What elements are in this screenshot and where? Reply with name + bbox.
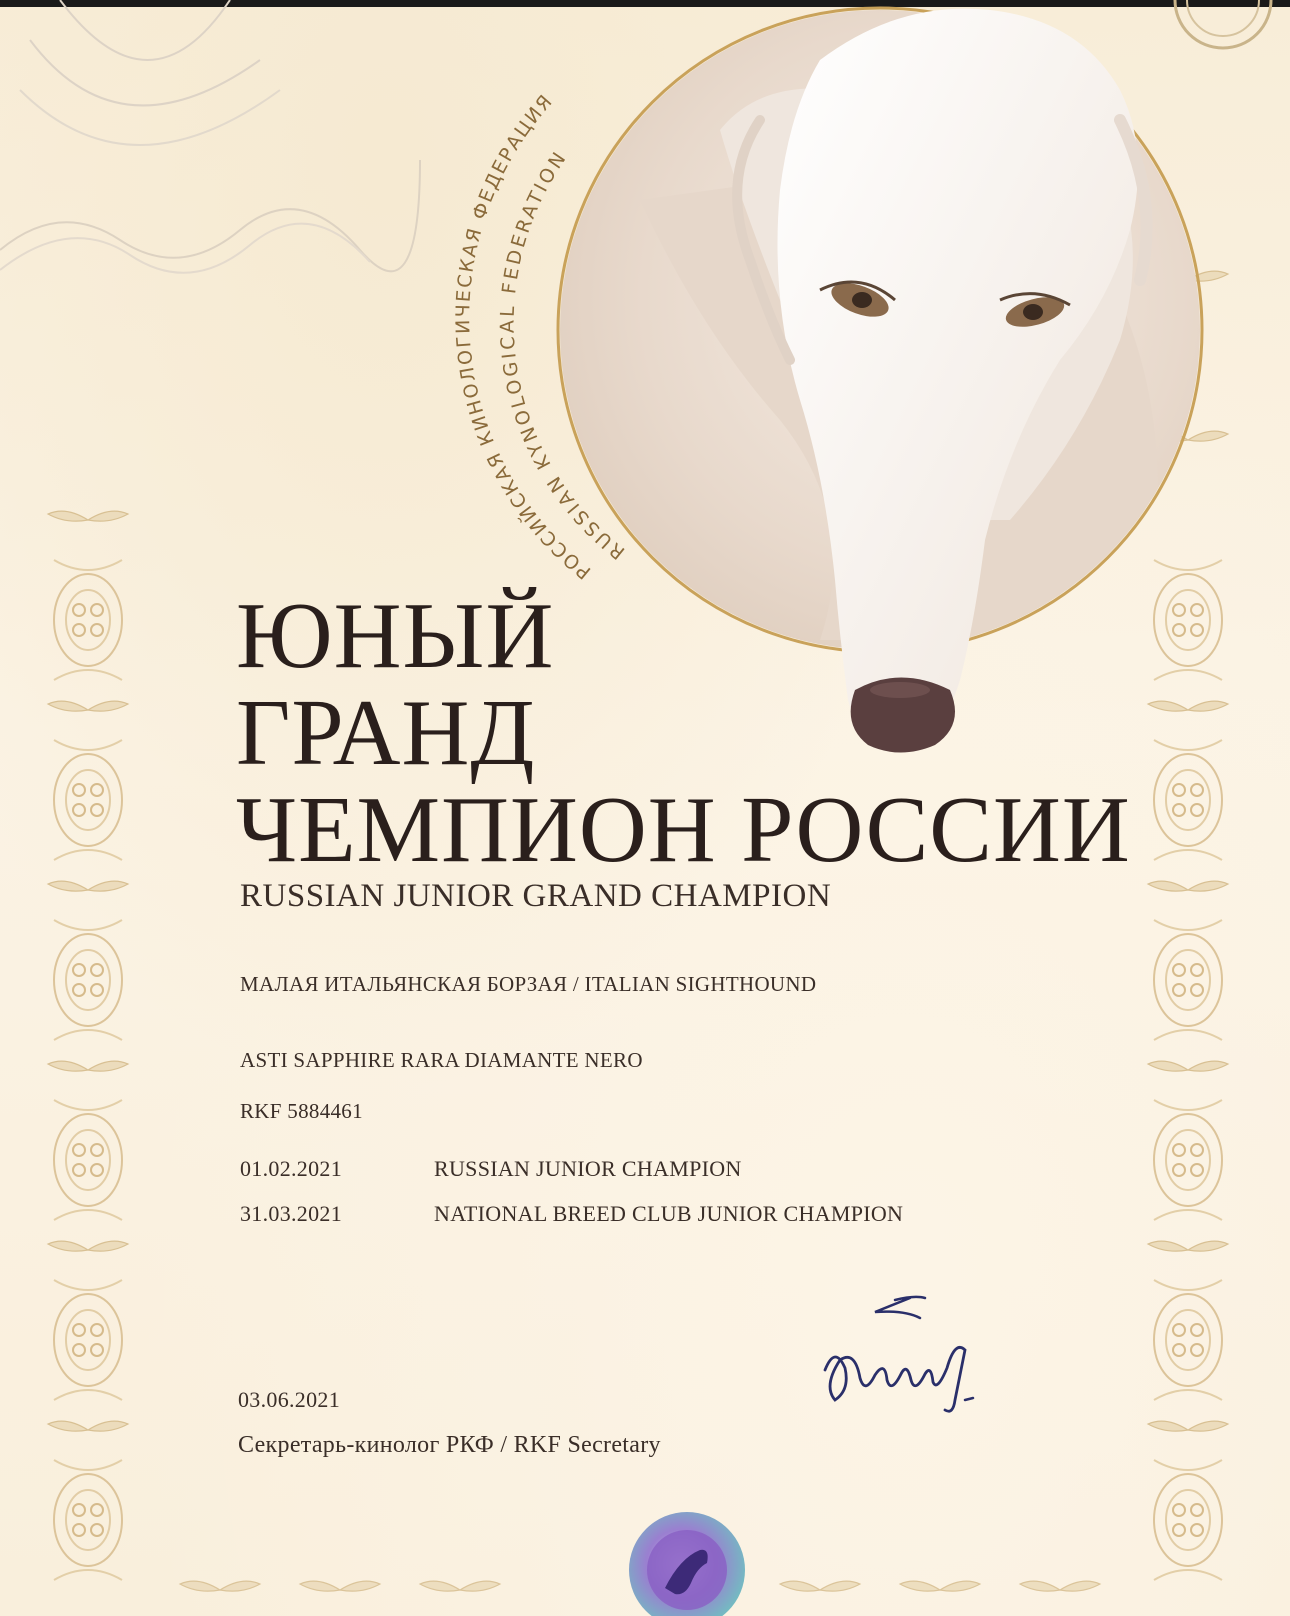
corner-seal	[1148, 0, 1290, 50]
title-name: NATIONAL BREED CLUB JUNIOR CHAMPION	[434, 1201, 904, 1226]
breed-name: МАЛАЯ ИТАЛЬЯНСКАЯ БОРЗАЯ / ITALIAN SIGHTHOUND	[240, 972, 817, 996]
certificate-subtitle: RUSSIAN JUNIOR GRAND CHAMPION	[240, 878, 832, 914]
title-date: 01.02.2021	[240, 1156, 342, 1181]
issue-date: 03.06.2021	[238, 1387, 340, 1412]
org-ring-en: RUSSIAN KYNOLOGICAL FEDERATION	[496, 146, 630, 564]
signatory-title: Секретарь-кинолог РКФ / RKF Secretary	[238, 1432, 661, 1458]
title-line-2: ГРАНД	[236, 681, 536, 785]
title-line-1: ЮНЫЙ	[236, 584, 555, 688]
title-line-3: ЧЕМПИОН РОССИИ	[236, 778, 1131, 882]
dog-name: ASTI SAPPHIRE RARA DIAMANTE NERO	[240, 1048, 643, 1072]
hologram-sticker	[625, 1508, 749, 1616]
handwritten-signature	[815, 1290, 995, 1440]
registration-number: RKF 5884461	[240, 1099, 363, 1123]
title-name: RUSSIAN JUNIOR CHAMPION	[434, 1156, 742, 1181]
certificate-title	[236, 584, 1131, 882]
title-date: 31.03.2021	[240, 1201, 342, 1226]
org-ring-ru: РОССИЙСКАЯ КИНОЛОГИЧЕСКАЯ ФЕДЕРАЦИЯ	[452, 89, 596, 584]
